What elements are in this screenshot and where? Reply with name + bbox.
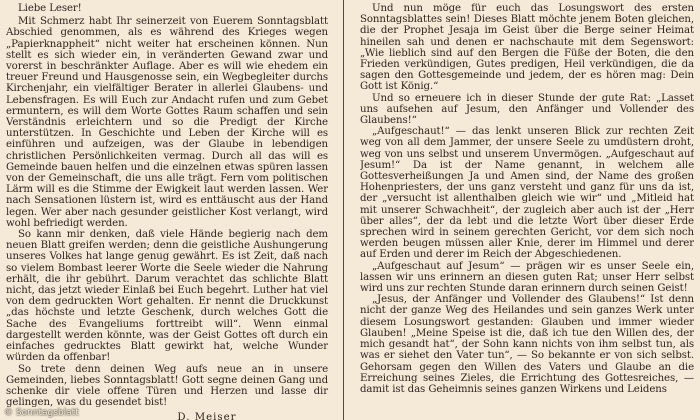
salutation: Liebe Leser! (18, 3, 82, 14)
paragraph: „Aufgeschaut auf Jesum“ — prägen wir es unser Seele ein, lassen wir uns erinnern an diesen guten Rat; unser Herr selbst wird uns zur rechten Stunde daran erinnern durch seinen Geist! (360, 260, 694, 295)
paragraph: Mit Schmerz habt Ihr seinerzeit von Euerem Sonntagsblatt Abschied genommen, als es während des Krieges wegen „Papierknappheit“ nicht weiter hat erscheinen können. Nun stellt es sich wieder ein, in veränderten Gewand zwar und vorerst in beschränkter Auflage. Aber es will wie ehedem ein treuer Freund und Hausgenosse sein, ein Wegbegleiter durchs Kirchenjahr, ein vielfältiger Berater in allerlei Glaubens- und Lebensfragen. Es will Euch zur Andacht rufen und zum Gebet ermuntern, es will dem Worte Gottes Raum schaffen und sein Verständnis erleichtern und so die Predigt der Kirche unterstützen. In Geschichte und Leben der Kirche will es einführen und aufzeigen, was der Glaube in lebendigen christlichen Persönlichkeiten vermag. Durch all das will es Gemeinde bauen helfen und die einzelnen etwas spüren lassen von der Gemeinschaft, die uns alle trägt. Fern vom politischen Lärm will es die Stimme der Ewigkeit laut werden lassen. Wer nach Sensationen lüstern ist, wird es enttäuscht aus der Hand legen. Wer aber nach gesunder geistlicher Kost verlangt, wird wohl befriedigt werden. (6, 16, 328, 229)
right-column (360, 3, 694, 420)
paragraph: „Jesus, der Anfänger und Vollender des Glaubens!“ Ist denn nicht der ganze Weg des Heilandes und sein ganzes Werk unter diesem Losungswort gestanden: Glauben und immer wieder Glauben! „Meine Speise ist die, daß ich tue den Willen des, der mich gesandt hat“, der Sohn kann nichts von ihm selbst tun, als was er siehet den Vater tun“, — So bekannte er von sich selbst. Gehorsam gegen den Willen des Vaters und Glaube an die Erreichung seines Zieles, die Errichtung des Gottesreiches, — damit ist das Geheimnis seines ganzen Wirkens und Leidens (360, 294, 694, 395)
column-divider (343, 0, 344, 420)
copyright-watermark: © Sonntagsblatt (4, 408, 79, 418)
paragraph: So kann mir denken, daß viele Hände begierig nach dem neuen Blatt greifen werden; denn die geistliche Aushungerung unseres Volkes hat lange genug gewährt. Es ist Zeit, daß nach so vielem Bombast leerer Worte die Seele wieder die Nahrung erhält, die ihr gebührt. Darum verachtet das schlichte Blatt nicht, das jetzt wieder Einlaß bei Euch begehrt. Luther hat viel von dem gedruckten Wort gehalten. Er nennt die Druckkunst „das höchste und letzte Geschenk, durch welches Gott die Sache des Evangeliums forttreibt will“. Wenn einmal dargestellt werden könnte, was der Geist Gottes oft durch ein einfaches gedrucktes Blatt gewirkt hat, welche Wunder würden da offenbar! (6, 229, 328, 364)
paragraph: Und so erneuere ich in dieser Stunde der gute Rat: „Lasset uns aufsehen auf Jesum, den Anfänger und Vollender des Glaubens!“ (360, 92, 694, 127)
paragraph: So trete denn deinen Weg aufs neue an in unsere Gemeinden, liebes Sonntagsblatt! Gott segne deinen Gang und schenke dir viele offene Türen und Herzen und lasse dir gelingen, was du gesendet bist! (6, 363, 328, 409)
paragraph: Und nun möge für euch das Losungswort des ersten Sonntagsblattes sein! Dieses Blatt möchte jenem Boten gleichen, die der Prophet Jesaja im Geist über die Berge seiner Heimat hineilen sah und denen er nachschaute mit dem Segenswort: „Wie lieblich sind auf den Bergen die Füße der Boten, die den Frieden verkündigen, Gutes predigen, Heil verkündigen, die da sagen den Gottesgemeinde und jedem, der es hören mag: Dein Gott ist König.“ (360, 3, 694, 93)
signature: D. Meiser (177, 412, 237, 420)
left-column (6, 3, 328, 420)
paragraph: „Aufgeschaut!“ — das lenkt unseren Blick zur rechten Zeit weg von all dem Jammer, der unsere Seele zu umdüstern droht, weg von uns selbst und unserem Unvermögen. „Aufgeschaut auf Jesum!“ Da ist der Name genannt, in welchem alle Gottesverheißungen Ja und Amen sind, der Name des großen Hohenpriesters, der uns ganz versteht und ganz für uns da ist, der „versucht ist allenthalben gleich wie wir“ und „Mitleid hat mit unserer Schwachheit“, der zugleich aber auch ist der „Herr über alles“, der da lebt und die letzte Wort über dieser Erde sprechen wird in seinem gerechten Gericht, vor dem sich noch werden beugen müssen aller Knie, derer im Himmel und derer auf Erden und derer im Reich der Abgeschiedenen. (360, 126, 694, 261)
